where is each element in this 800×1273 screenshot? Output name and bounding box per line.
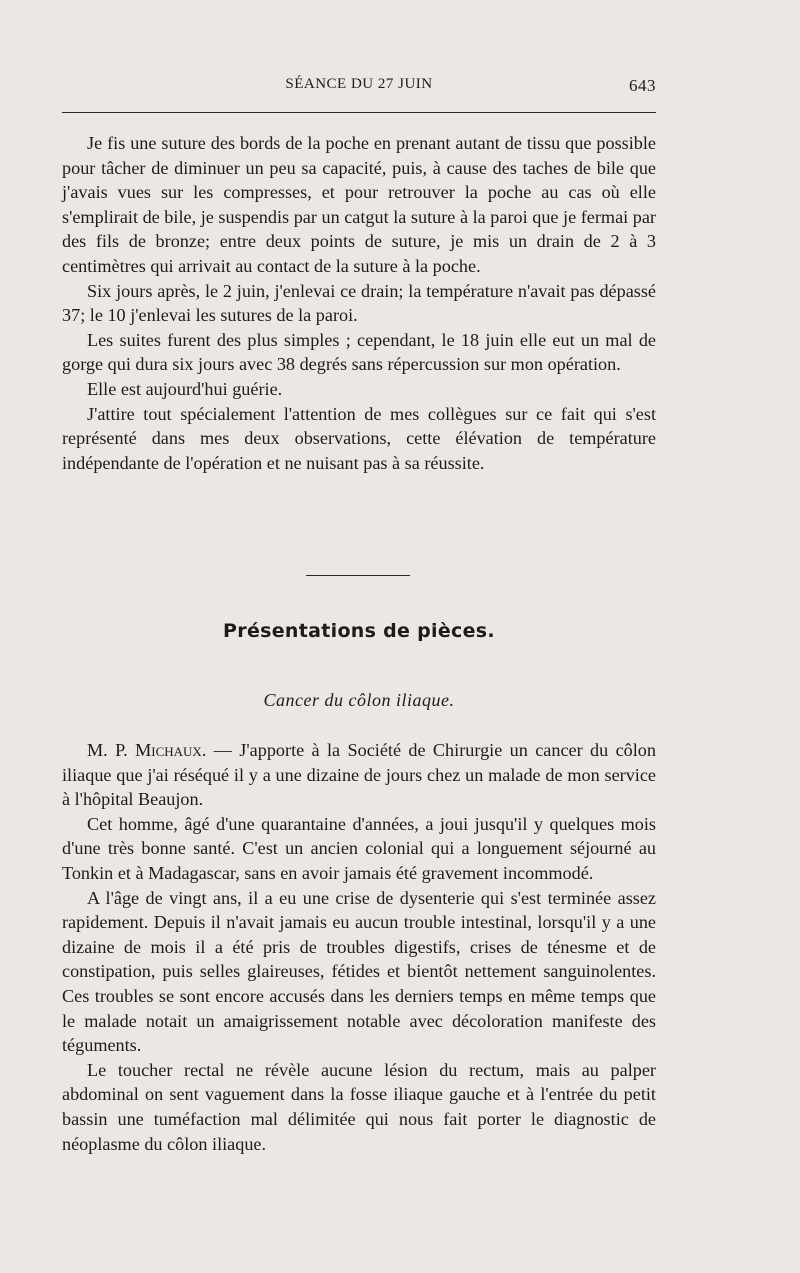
running-title: SÉANCE DU 27 JUIN xyxy=(285,76,433,92)
paragraph: J'attire tout spécialement l'attention de mes collègues sur ce fait qui s'est représenté dans mes deux observations, cette élévation de température indépendante de l'opération et ne nuisant pas à sa réussite. xyxy=(62,403,656,473)
paragraph: Je fis une suture des bords de la poche en prenant autant de tissu que possible pour tâcher de diminuer un peu sa capacité, puis, à cause des taches de bile que j'avais vues sur les compresses, et pour retrouver la poche au cas où elle s'emplirait de bile, je suspendis par un catgut la suture à la paroi que je fermai par des fils de bronze; entre deux points de suture, je mis un drain de 2 à 3 centimètres qui arrivait au contact de la suture à la poche. xyxy=(62,133,656,276)
page-number: 643 xyxy=(629,76,656,95)
section-subheading: Cancer du côlon iliaque. xyxy=(263,690,455,710)
paragraph xyxy=(62,738,656,812)
section-heading: Présentations de pièces. xyxy=(223,620,495,642)
section-divider xyxy=(306,575,410,576)
text-block-operation xyxy=(62,131,656,475)
paragraph: Elle est aujourd'hui guérie. xyxy=(87,378,283,399)
paragraph: Le toucher rectal ne révèle aucune lésion du rectum, mais au palper abdominal on sent vaguement dans la fosse iliaque gauche et à l'entrée du petit bassin une tuméfaction mal délimitée qui nous fait porter le diagnostic de néoplasme du côlon iliaque. xyxy=(62,1059,656,1154)
header-rule xyxy=(62,112,656,113)
paragraph: Cet homme, âgé d'une quarantaine d'années, a joui jusqu'il y quelques mois d'une très bonne santé. C'est un ancien colonial qui a longuement séjourné au Tonkin et à Madagascar, sans en avoir jamais été gravement incommodé. xyxy=(62,813,656,883)
page-header xyxy=(62,76,656,100)
text-block-presentation xyxy=(62,738,656,1156)
paragraph: A l'âge de vingt ans, il a eu une crise de dysenterie qui s'est terminée assez rapidement. Depuis il n'avait jamais eu aucun trouble intestinal, lorsqu'il y a une dizaine de mois il a été pris de troubles digestifs, crises de ténesme et de constipation, puis selles glaireuses, fétides et bientôt nettement sanguinolentes. Ces troubles se sont encore accusés dans les derniers temps en même temps que le malade notait un amaigrissement notable avec décoloration manifeste des téguments. xyxy=(62,887,656,1056)
paragraph-text: — J'apporte à la Société de Chirurgie un cancer du côlon iliaque que j'ai réséqué il y a une dizaine de jours chez un malade de mon service à l'hôpital Beaujon. xyxy=(62,740,656,810)
paragraph: Les suites furent des plus simples ; cependant, le 18 juin elle eut un mal de gorge qui dura six jours avec 38 degrés sans répercussion sur mon opération. xyxy=(62,329,656,375)
paragraph: Six jours après, le 2 juin, j'enlevai ce drain; la température n'avait pas dépassé 37; le 10 j'enlevai les sutures de la paroi. xyxy=(62,280,656,326)
author-name: M. P. Michaux. xyxy=(87,740,207,760)
